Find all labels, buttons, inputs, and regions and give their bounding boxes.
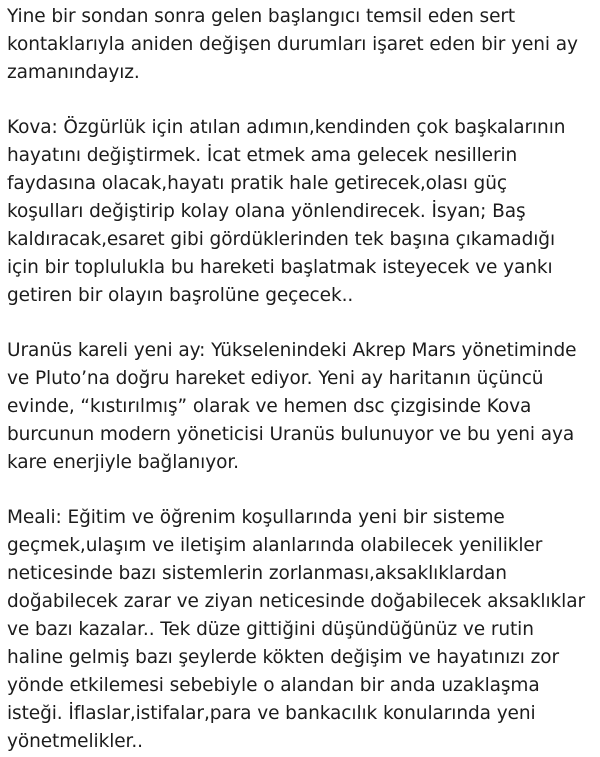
paragraph-intro	[7, 3, 597, 87]
text-line: Yine bir sondan sonra gelen başlangıcı temsil eden sert	[7, 6, 516, 27]
text-line: kontaklarıyla aniden değişen durumları işaret eden bir yeni ay	[7, 34, 578, 55]
text-line: Uranüs kareli yeni ay: Yükselenindeki Akrep Mars yönetiminde	[7, 340, 577, 361]
paragraph-spacer	[7, 477, 597, 504]
paragraph-spacer	[7, 310, 597, 337]
text-line: yönde etkilemesi sebebiyle o alandan bir anda uzaklaşma	[7, 675, 540, 696]
text-line: için bir toplulukla bu hareketi başlatmak isteyecek ve yankı	[7, 257, 553, 278]
text-line: kare enerjiyle bağlanıyor.	[7, 452, 239, 473]
text-line: yönetmelikler..	[7, 731, 143, 752]
text-line: ve Pluto’na doğru hareket ediyor. Yeni ay haritanın üçüncü	[7, 368, 544, 389]
paragraph-meali	[7, 504, 597, 756]
text-line: doğabilecek zarar ve ziyan neticesinde doğabilecek aksaklıklar	[7, 591, 585, 612]
paragraph-spacer	[7, 87, 597, 114]
text-line: isteği. İflaslar,istifalar,para ve bankacılık konularında yeni	[7, 703, 536, 724]
text-line: getiren bir olayın başrolüne geçecek..	[7, 285, 354, 306]
text-line: evinde, “kıstırılmış” olarak ve hemen dsc çizgisinde Kova	[7, 396, 532, 417]
text-line: kaldıracak,esaret gibi gördüklerinden tek başına çıkamadığı	[7, 229, 555, 250]
text-line: geçmek,ulaşım ve iletişim alanlarında olabilecek yenilikler	[7, 535, 543, 556]
text-line: koşulları değiştirip kolay olana yönlendirecek. İsyan; Baş	[7, 201, 526, 222]
text-line: burcunun modern yöneticisi Uranüs bulunuyor ve bu yeni aya	[7, 424, 575, 445]
paragraph-kova	[7, 114, 597, 310]
post-text	[7, 3, 597, 756]
paragraph-uranus	[7, 337, 597, 477]
text-line: Meali: Eğitim ve öğrenim koşullarında yeni bir sisteme	[7, 507, 505, 528]
text-line: faydasına olacak,hayatı pratik hale getirecek,olası güç	[7, 173, 507, 194]
text-line: hayatını değiştirmek. İcat etmek ama gelecek nesillerin	[7, 145, 518, 166]
text-line: zamanındayız.	[7, 62, 140, 83]
text-line: haline gelmiş bazı şeylerde kökten değişim ve hayatınızı zor	[7, 647, 560, 668]
text-line: ve bazı kazalar.. Tek düze gittiğini düşündüğünüz ve rutin	[7, 619, 534, 640]
text-line: Kova: Özgürlük için atılan adımın,kendinden çok başkalarının	[7, 117, 566, 138]
text-line: neticesinde bazı sistemlerin zorlanması,aksaklıklardan	[7, 563, 507, 584]
